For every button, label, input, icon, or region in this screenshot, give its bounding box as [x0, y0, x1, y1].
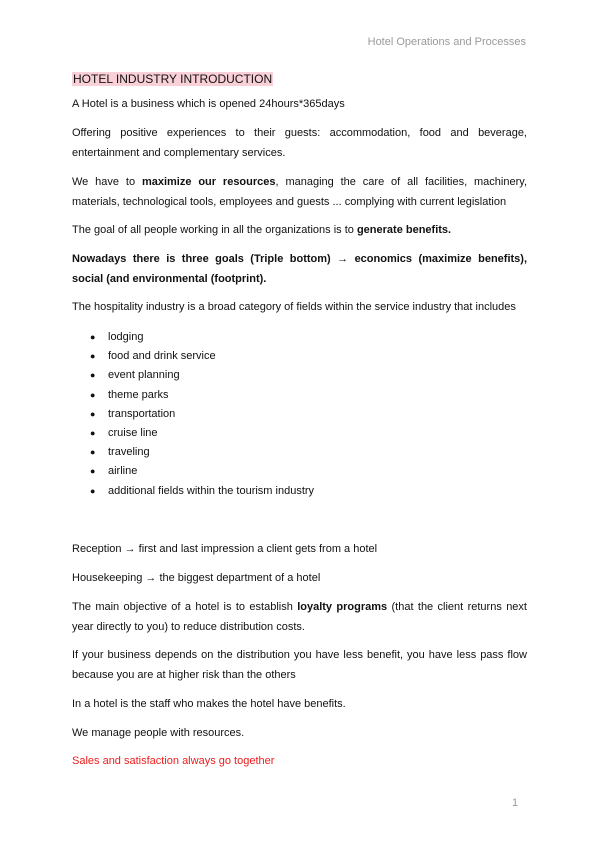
bullet-icon: ● [90, 332, 96, 342]
bullet-icon: ● [90, 408, 96, 419]
list-item [90, 386, 314, 405]
list-item-label: theme parks [108, 388, 169, 401]
paragraph: Housekeeping → the biggest department of a hotel [72, 572, 321, 584]
list-item-label: food and drink service [108, 350, 216, 363]
list-item [90, 443, 314, 462]
list-item-label: additional fields within the tourism industry [108, 484, 315, 497]
page-title: HOTEL INDUSTRY INTRODUCTION [73, 72, 273, 86]
bullet-icon: ● [90, 428, 96, 439]
paragraph: Offering positive experiences to their guests: accommodation, food and beverage, entertainment and complementary services. [72, 127, 527, 159]
list-item-label: airline [108, 465, 138, 478]
list-item-label: transportation [108, 407, 176, 420]
list-item-label: lodging [108, 331, 144, 343]
paragraph: We manage people with resources. [72, 727, 245, 739]
bullet-icon: ● [90, 370, 96, 381]
paragraph: The main objective of a hotel is to establish loyalty programs (that the client returns next year directly to you) to reduce distribution costs. [72, 601, 527, 633]
page-number: 1 [512, 797, 519, 809]
paragraph: If your business depends on the distribution you have less benefit, you have less pass flow because you are at higher risk than the others [72, 649, 527, 681]
list-item [90, 366, 314, 385]
list-item [90, 482, 314, 501]
bullet-icon: ● [90, 351, 96, 362]
paragraph: A Hotel is a business which is opened 24hours*365days [72, 98, 345, 110]
list-item [90, 328, 314, 347]
list-item [90, 405, 314, 424]
list-item-label: cruise line [108, 427, 158, 440]
bullet-icon: ● [90, 485, 96, 496]
paragraph-red: Sales and satisfaction always go together [72, 755, 275, 767]
bullet-icon: ● [90, 466, 96, 477]
paragraph: We have to maximize our resources, managing the care of all facilities, machinery, materials, technological tools, employees and guests ... complying with current legislation [72, 176, 527, 208]
paragraph: Reception → first and last impression a client gets from a hotel [72, 543, 378, 555]
paragraph: In a hotel is the staff who makes the hotel have benefits. [72, 698, 346, 710]
list-item [90, 347, 314, 366]
list-item [90, 462, 314, 481]
list-item [90, 424, 314, 443]
bullet-list [90, 328, 314, 501]
paragraph-bold: Nowadays there is three goals (Triple bottom) → economics (maximize benefits), social (and environmental (footprint). [72, 253, 527, 285]
page-header: Hotel Operations and Processes [367, 36, 526, 48]
list-item-label: traveling [108, 446, 150, 459]
bullet-icon: ● [90, 389, 96, 400]
paragraph: The hospitality industry is a broad category of fields within the service industry that includes [72, 301, 516, 313]
heading-block [72, 71, 527, 91]
bullet-icon: ● [90, 447, 96, 458]
paragraph: The goal of all people working in all the organizations is to generate benefits. [72, 224, 452, 236]
list-item-label: event planning [108, 369, 180, 382]
